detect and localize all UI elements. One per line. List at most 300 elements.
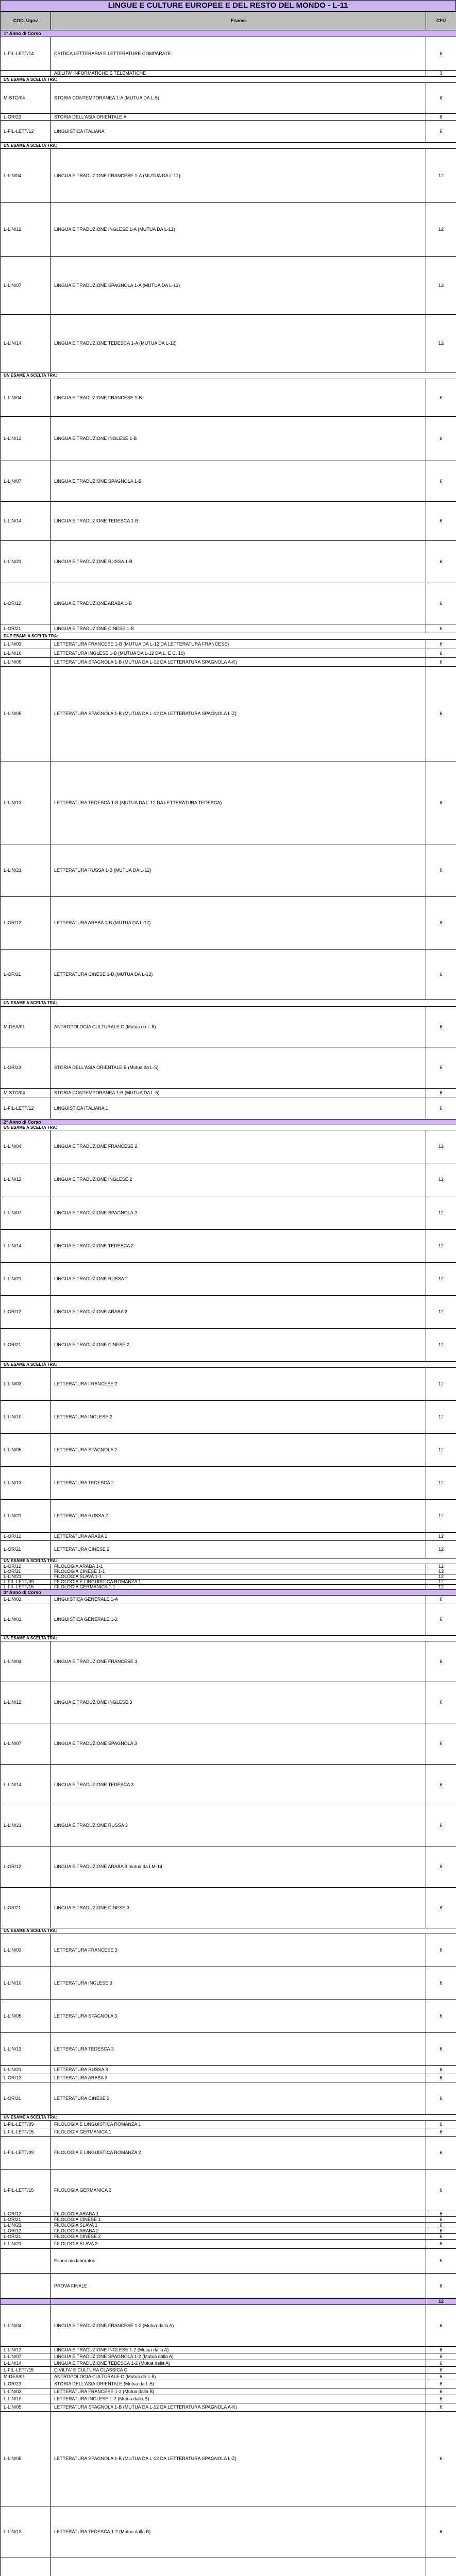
course-cfu: 6	[426, 950, 456, 1000]
course-name: FILOLOGIA ARABA 2	[51, 2228, 426, 2234]
course-row	[1, 315, 456, 372]
course-code: L-LIN/12	[1, 1163, 51, 1196]
course-code: L-OR/12	[1, 1296, 51, 1329]
course-cfu: 12	[426, 1368, 456, 1401]
course-cfu: 6	[426, 502, 456, 541]
course-code: L-LIN/03	[1, 640, 51, 649]
course-code: L-LIN/21	[1, 2066, 51, 2074]
course-name: STORIA CONTEMPORANEA 1-A (MUTUA DA L-5)	[51, 83, 426, 114]
course-cfu: 6	[426, 2395, 456, 2403]
year-label: 2° Anno di Corso	[1, 1120, 456, 1125]
course-name: FILOLOGIA E LINGUISTICA ROMANZA 1	[51, 1580, 426, 1585]
course-row	[1, 2000, 456, 2033]
course-name: LETTERATURA SPAGNOLA 2	[51, 1434, 426, 1467]
course-cfu: 12	[426, 2299, 456, 2305]
group-label: UN ESAME A SCELTA TRA:	[1, 1362, 456, 1368]
course-cfu: 6	[426, 2211, 456, 2217]
course-code	[1, 71, 51, 77]
course-name: LETTERATURA ARABA 2	[51, 1533, 426, 1541]
course-name: LINGUISTICA ITALIANA 1	[51, 1097, 426, 1120]
course-cfu: 12	[426, 1263, 456, 1296]
course-code: L-LIN/13	[1, 761, 51, 844]
group-header-row	[1, 77, 456, 83]
course-cfu: 6	[426, 1596, 456, 1603]
course-code: L-LIN/10	[1, 649, 51, 658]
course-cfu: 6	[426, 649, 456, 658]
course-name: FILOLOGIA SLAVA 2	[51, 2240, 426, 2249]
course-code: L-LIN/01	[1, 1596, 51, 1603]
course-name: LINGUA E TRADUZIONE RUSSA 1-B	[51, 541, 426, 583]
course-row	[1, 2211, 456, 2217]
course-name: LINGUA E TRADUZIONE INGLESE 1-2 (Mutua dalla A)	[51, 2347, 426, 2353]
course-code: L-LIN/05	[1, 658, 51, 667]
course-cfu: 12	[426, 1401, 456, 1434]
course-name: LINGUA E TRADUZIONE SPAGNOLA 1-A (MUTUA DA L-12)	[51, 257, 426, 315]
course-name: ANTROPOLOGIA CULTURALE C (Mutua da L-5)	[51, 1007, 426, 1047]
course-name: ABILITA' INFORMATICHE E TELEMATICHE	[51, 71, 426, 77]
course-code: L-LIN/10	[1, 1967, 51, 2000]
group-header-row	[1, 1928, 456, 1934]
course-name: LINGUA E TRADUZIONE CINESE 1-B	[51, 624, 426, 633]
course-name: LINGUA E TRADUZIONE SPAGNOLA 1-2 (Mutua dalla A)	[51, 2353, 426, 2360]
course-code: L-LIN/12	[1, 203, 51, 257]
course-cfu: 6	[426, 1765, 456, 1805]
course-name: LINGUA E TRADUZIONE FRANCESE 3	[51, 1641, 426, 1682]
course-name: LINGUA E TRADUZIONE TEDESCA 1-B	[51, 502, 426, 541]
course-code: L-OR/21	[1, 950, 51, 1000]
course-row	[1, 2367, 456, 2374]
group-label: UN ESAME A SCELTA TRA:	[1, 1125, 456, 1130]
course-name: LINGUA E TRADUZIONE TEDESCA 2	[51, 1230, 426, 1263]
course-cfu: 12	[426, 1574, 456, 1580]
course-cfu: 12	[426, 1467, 456, 1500]
course-cfu: 6	[426, 2380, 456, 2388]
course-code: L-LIN/07	[1, 257, 51, 315]
course-table	[0, 11, 456, 2576]
year-header-row	[1, 1590, 456, 1596]
course-cfu: 12	[426, 1163, 456, 1196]
course-name: LETTERATURA RUSSA 2	[51, 1500, 426, 1533]
group-header-row	[1, 1125, 456, 1130]
course-row	[1, 2234, 456, 2240]
course-row	[1, 1263, 456, 1296]
course-cfu: 6	[426, 1805, 456, 1846]
course-name: FILOLOGIA GERMANICA 2	[51, 2170, 426, 2211]
course-code: L-FIL-LETT/15	[1, 2367, 51, 2374]
course-row	[1, 1596, 456, 1603]
course-row	[1, 1467, 456, 1500]
course-name: LETTERATURA FRANCESE 1-B (MUTUA DA L-12 DA LETTERATURA FRANCESE)	[51, 640, 426, 649]
course-code: L-OR/21	[1, 2217, 51, 2223]
course-name: LINGUA E TRADUZIONE SPAGNOLA 1-B	[51, 461, 426, 502]
course-code: L-LIN/13	[1, 1467, 51, 1500]
course-row	[1, 2412, 456, 2506]
course-name: LETTERATURA FRANCESE 3	[51, 1934, 426, 1967]
course-cfu: 6	[426, 2353, 456, 2360]
course-code: L-OR/21	[1, 1888, 51, 1928]
course-row	[1, 1230, 456, 1263]
course-cfu: 6	[426, 2249, 456, 2274]
course-cfu: 6	[426, 844, 456, 897]
course-cfu: 6	[426, 2240, 456, 2249]
course-code: L-OR/12	[1, 1564, 51, 1569]
group-label: UN ESAME A SCELTA TRA:	[1, 2115, 456, 2121]
course-row	[1, 1846, 456, 1888]
course-name: LETTERATURA SPAGNOLA 1-B (MUTUA DA L-12 DA LETTERATURA SPAGNOLA L-Z)	[51, 667, 426, 761]
course-row	[1, 83, 456, 114]
course-cfu: 6	[426, 1967, 456, 2000]
course-cfu: 6	[426, 2033, 456, 2066]
course-cfu: 6	[426, 667, 456, 761]
course-row	[1, 1682, 456, 1723]
course-row	[1, 649, 456, 658]
course-cfu: 6	[426, 1007, 456, 1047]
course-name: LETTERATURA FRANCESE 1-2 (Mutua dalla B)	[51, 2388, 426, 2395]
course-row	[1, 897, 456, 950]
course-cfu: 6	[426, 761, 456, 844]
course-row	[1, 1163, 456, 1196]
course-name: STORIA DELL'ASIA ORIENTALE B (Mutua da L-5)	[51, 1047, 426, 1089]
course-code: L-LIN/13	[1, 2033, 51, 2066]
course-cfu: 6	[426, 1934, 456, 1967]
header-code: COD. Ugov	[1, 12, 51, 30]
course-row	[1, 1541, 456, 1558]
course-cfu: 6	[426, 2000, 456, 2033]
course-name: LETTERATURA INGLESE 1-B (MUTUA DA L-12 DA L. E C. 10)	[51, 649, 426, 658]
course-cfu: 6	[426, 2274, 456, 2299]
course-cfu: 6	[426, 897, 456, 950]
course-name: LINGUA E TRADUZIONE RUSSA 2	[51, 1263, 426, 1296]
group-header-row	[1, 1000, 456, 1007]
course-row	[1, 2223, 456, 2228]
header-name: Esame	[51, 12, 426, 30]
course-row	[1, 2557, 456, 2576]
course-name: LETTERATURA SPAGNOLA 1-B (MUTUA DA L-12 DA LETTERATURA SPAGNOLA A-K)	[51, 2403, 426, 2412]
course-code: L-LIN/14	[1, 502, 51, 541]
course-cfu: 12	[426, 1230, 456, 1263]
course-cfu: 6	[426, 1723, 456, 1765]
course-cfu: 6	[426, 2128, 456, 2137]
course-code: L-LIN/10	[1, 1401, 51, 1434]
course-code: L-LIN/12	[1, 2347, 51, 2353]
course-row	[1, 2380, 456, 2388]
course-code: L-FIL-LETT/14	[1, 37, 51, 71]
course-name: LETTERATURA SPAGNOLA 3	[51, 2000, 426, 2033]
course-code: L-LIN/05	[1, 1434, 51, 1467]
course-code: L-LIN/21	[1, 1263, 51, 1296]
course-code: M-DEA/01	[1, 1007, 51, 1047]
course-code: L-LIN/14	[1, 1230, 51, 1263]
course-cfu: 6	[426, 2074, 456, 2082]
course-row	[1, 203, 456, 257]
course-cfu: 12	[426, 1541, 456, 1558]
course-cfu	[426, 2557, 456, 2576]
course-code: L-OR/21	[1, 2234, 51, 2240]
group-label: UN ESAME A SCELTA TRA:	[1, 1636, 456, 1641]
course-code: L-OR/12	[1, 1533, 51, 1541]
course-code: L-LIN/04	[1, 1130, 51, 1163]
course-row	[1, 502, 456, 541]
course-cfu: 3	[426, 71, 456, 77]
course-name: FILOLOGIA GERMANICA 1	[51, 2128, 426, 2137]
course-row	[1, 1007, 456, 1047]
course-name: LETTERATURA ARABA 1-B (MUTUA DA L-12)	[51, 897, 426, 950]
group-header-row	[1, 1636, 456, 1641]
course-cfu: 6	[426, 1888, 456, 1928]
course-cfu: 6	[426, 624, 456, 633]
course-cfu: 6	[426, 37, 456, 71]
course-name	[51, 2557, 426, 2576]
course-code: L-FIL-LETT/09	[1, 2137, 51, 2170]
course-code: L-OR/12	[1, 897, 51, 950]
course-row	[1, 2353, 456, 2360]
course-code: L-LIN/07	[1, 1196, 51, 1230]
course-name: LINGUA E TRADUZIONE TEDESCA 1-A (MUTUA DA L-12)	[51, 315, 426, 372]
page-title: LINGUE E CULTURE EUROPEE E DEL RESTO DEL MONDO - L-11	[0, 0, 456, 11]
year-header-row	[1, 30, 456, 37]
course-row	[1, 1401, 456, 1434]
course-row	[1, 379, 456, 417]
course-name: LETTERATURA ARABA 3	[51, 2074, 426, 2082]
course-name: FILOLOGIA ARABA 1-1	[51, 1564, 426, 1569]
course-name: STORIA DELL'ASIA ORIENTALE (Mutua da L-5)	[51, 2380, 426, 2388]
course-cfu: 12	[426, 1434, 456, 1467]
group-label: UN ESAME A SCELTA TRA:	[1, 1928, 456, 1934]
course-code: L-OR/21	[1, 1569, 51, 1574]
course-cfu: 6	[426, 417, 456, 461]
course-code: L-LIN/07	[1, 461, 51, 502]
course-cfu: 6	[426, 2412, 456, 2506]
course-cfu: 6	[426, 541, 456, 583]
course-code: L-LIN/03	[1, 1934, 51, 1967]
course-row	[1, 2128, 456, 2137]
course-code: L-LIN/12	[1, 417, 51, 461]
course-name: LINGUA E TRADUZIONE FRANCESE 1-2 (Mutua dalla A)	[51, 2305, 426, 2347]
course-name: LINGUA E TRADUZIONE INGLESE 1-B	[51, 417, 426, 461]
course-code: L-OR/12	[1, 2211, 51, 2217]
course-row	[1, 2033, 456, 2066]
course-cfu: 12	[426, 1580, 456, 1585]
course-code: L-FIL-LETT/09	[1, 2121, 51, 2128]
course-cfu: 6	[426, 114, 456, 121]
course-row	[1, 114, 456, 121]
course-row	[1, 1585, 456, 1590]
course-cfu: 6	[426, 2506, 456, 2557]
group-label: DUE ESAMI A SCELTA TRA:	[1, 633, 456, 640]
course-row	[1, 2274, 456, 2299]
course-cfu: 6	[426, 1097, 456, 1120]
group-label: UN ESAME A SCELTA TRA:	[1, 1558, 456, 1564]
course-row	[1, 2506, 456, 2557]
course-cfu: 6	[426, 2170, 456, 2211]
lab-header-row	[1, 2299, 456, 2305]
course-row	[1, 1500, 456, 1533]
course-name: LETTERATURA TEDESCA 1-2 (Mutua dalla B)	[51, 2506, 426, 2557]
course-code: L-LIN/14	[1, 2360, 51, 2367]
course-code: L-LIN/04	[1, 2305, 51, 2347]
group-header-row	[1, 1558, 456, 1564]
course-name: LETTERATURA RUSSA 3	[51, 2066, 426, 2074]
course-name: STORIA DELL'ASIA ORIENTALE A	[51, 114, 426, 121]
group-header-row	[1, 1362, 456, 1368]
course-name: FILOLOGIA SLAVA 1-1	[51, 1574, 426, 1580]
course-name: LETTERATURA FRANCESE 2	[51, 1368, 426, 1401]
course-code: L-LIN/03	[1, 1368, 51, 1401]
course-row	[1, 2374, 456, 2380]
course-cfu: 6	[426, 640, 456, 649]
course-cfu: 12	[426, 203, 456, 257]
course-cfu: 6	[426, 2374, 456, 2380]
header-cfu: CFU	[426, 12, 456, 30]
year-label: 1° Anno di Corso	[1, 30, 456, 37]
course-name: LINGUA E TRADUZIONE SPAGNOLA 2	[51, 1196, 426, 1230]
course-cfu: 12	[426, 315, 456, 372]
course-code: M-STO/04	[1, 83, 51, 114]
course-name: LINGUA E TRADUZIONE INGLESE 3	[51, 1682, 426, 1723]
course-name: STORIA CONTEMPORANEA 1-B (MUTUA DA L-5)	[51, 1089, 426, 1097]
course-row	[1, 2228, 456, 2234]
course-row	[1, 2249, 456, 2274]
course-cfu: 6	[426, 658, 456, 667]
course-row	[1, 1934, 456, 1967]
course-code: L-FIL-LETT/09	[1, 1580, 51, 1585]
course-code: L-FIL-LETT/15	[1, 1585, 51, 1590]
table-header-row	[1, 12, 456, 30]
course-name: LETTERATURA INGLESE 2	[51, 1401, 426, 1434]
course-code: L-FIL-LETT/15	[1, 2170, 51, 2211]
course-row	[1, 2217, 456, 2223]
course-name: LINGUISTICA GENERALE 1-A	[51, 1596, 426, 1603]
course-name: LINGUA E TRADUZIONE ARABA 1-B	[51, 583, 426, 624]
course-row	[1, 1089, 456, 1097]
course-row	[1, 1047, 456, 1089]
course-code: M-STO/04	[1, 1089, 51, 1097]
course-code: L-OR/21	[1, 1329, 51, 1362]
course-name: LINGUA E TRADUZIONE INGLESE 1-A (MUTUA DA L-12)	[51, 203, 426, 257]
course-cfu: 6	[426, 2367, 456, 2374]
group-header-row	[1, 372, 456, 379]
course-code	[1, 2249, 51, 2274]
course-name: LINGUA E TRADUZIONE TEDESCA 1-2 (Mutua dalla A)	[51, 2360, 426, 2367]
course-code: L-LIN/12	[1, 1682, 51, 1723]
group-label: UN ESAME A SCELTA TRA:	[1, 143, 456, 149]
course-cfu: 12	[426, 1196, 456, 1230]
course-code: L-LIN/05	[1, 667, 51, 761]
course-name: LETTERATURA CINESE 3	[51, 2082, 426, 2115]
course-row	[1, 1368, 456, 1401]
course-code: L-OR/12	[1, 2228, 51, 2234]
course-name: LETTERATURA SPAGNOLA 1-B (MUTUA DA L-12 DA LETTERATURA SPAGNOLA A-K)	[51, 658, 426, 667]
course-cfu: 6	[426, 2217, 456, 2223]
course-code: M-DEA/01	[1, 2374, 51, 2380]
course-name: CIVILTA' E CULTURA CLASSICA C	[51, 2367, 426, 2374]
course-row	[1, 2121, 456, 2128]
course-name: FILOLOGIA GERMANICA 1-1	[51, 1585, 426, 1590]
group-header-row	[1, 633, 456, 640]
course-name: LINGUA E TRADUZIONE ARABA 3 mutua da LM-14	[51, 1846, 426, 1888]
course-row	[1, 461, 456, 502]
course-row	[1, 2395, 456, 2403]
course-code: L-LIN/03	[1, 2388, 51, 2395]
course-name: LINGUA E TRADUZIONE SPAGNOLA 3	[51, 1723, 426, 1765]
course-row	[1, 257, 456, 315]
group-label: UN ESAME A SCELTA TRA:	[1, 77, 456, 83]
course-name: LINGUA E TRADUZIONE INGLESE 2	[51, 1163, 426, 1196]
course-cfu: 6	[426, 2360, 456, 2367]
course-name: PROVA FINALE	[51, 2274, 426, 2299]
course-row	[1, 1434, 456, 1467]
course-code: L-LIN/21	[1, 1805, 51, 1846]
year-label: 3° Anno di Corso	[1, 1590, 456, 1596]
course-name: ANTROPOLOGIA CULTURALE C (Mutua da L-5)	[51, 2374, 426, 2380]
course-row	[1, 2170, 456, 2211]
course-code: L-LIN/10	[1, 2395, 51, 2403]
course-row	[1, 541, 456, 583]
course-row	[1, 583, 456, 624]
course-cfu: 6	[426, 583, 456, 624]
course-code: L-OR/21	[1, 624, 51, 633]
course-cfu: 6	[426, 379, 456, 417]
course-row	[1, 1130, 456, 1163]
course-code: L-LIN/21	[1, 1574, 51, 1580]
course-row	[1, 2066, 456, 2074]
course-code: L-LIN/04	[1, 1641, 51, 1682]
course-name: LINGUA E TRADUZIONE CINESE 2	[51, 1329, 426, 1362]
course-row	[1, 2305, 456, 2347]
year-header-row	[1, 1120, 456, 1125]
course-code: L-OR/21	[1, 1541, 51, 1558]
course-row	[1, 1329, 456, 1362]
course-code: L-OR/23	[1, 2380, 51, 2388]
course-row	[1, 1580, 456, 1585]
group-header-row	[1, 143, 456, 149]
course-row	[1, 1805, 456, 1846]
course-row	[1, 761, 456, 844]
course-cfu: 6	[426, 2082, 456, 2115]
course-name: LETTERATURA CINESE 2	[51, 1541, 426, 1558]
course-row	[1, 1296, 456, 1329]
course-cfu: 6	[426, 2388, 456, 2395]
course-name: FILOLOGIA CINESE 1-1	[51, 1569, 426, 1574]
course-cfu: 6	[426, 121, 456, 143]
course-name: LINGUISTICA ITALIANA	[51, 121, 426, 143]
course-code: L-OR/12	[1, 1846, 51, 1888]
course-code: L-OR/23	[1, 114, 51, 121]
course-table-body	[1, 12, 456, 2576]
course-cfu: 12	[426, 1500, 456, 1533]
course-cfu: 12	[426, 1296, 456, 1329]
course-cfu: 6	[426, 83, 456, 114]
course-cfu: 6	[426, 2234, 456, 2240]
course-code: L-OR/21	[1, 2082, 51, 2115]
course-code: L-LIN/21	[1, 1500, 51, 1533]
course-row	[1, 2388, 456, 2395]
course-name: CRITICA LETTERARIA E LETTERATURE COMPARATE	[51, 37, 426, 71]
course-cfu: 6	[426, 2066, 456, 2074]
course-code: L-LIN/21	[1, 844, 51, 897]
course-cfu: 6	[426, 2305, 456, 2347]
course-cfu: 12	[426, 257, 456, 315]
course-cfu: 6	[426, 1846, 456, 1888]
course-cfu: 6	[426, 2137, 456, 2170]
course-name: LINGUA E TRADUZIONE FRANCESE 1-A (MUTUA DA L-12)	[51, 149, 426, 203]
course-row	[1, 1888, 456, 1928]
course-row	[1, 2082, 456, 2115]
course-code: L-LIN/01	[1, 1603, 51, 1636]
course-cfu: 6	[426, 461, 456, 502]
course-row	[1, 950, 456, 1000]
course-row	[1, 1533, 456, 1541]
